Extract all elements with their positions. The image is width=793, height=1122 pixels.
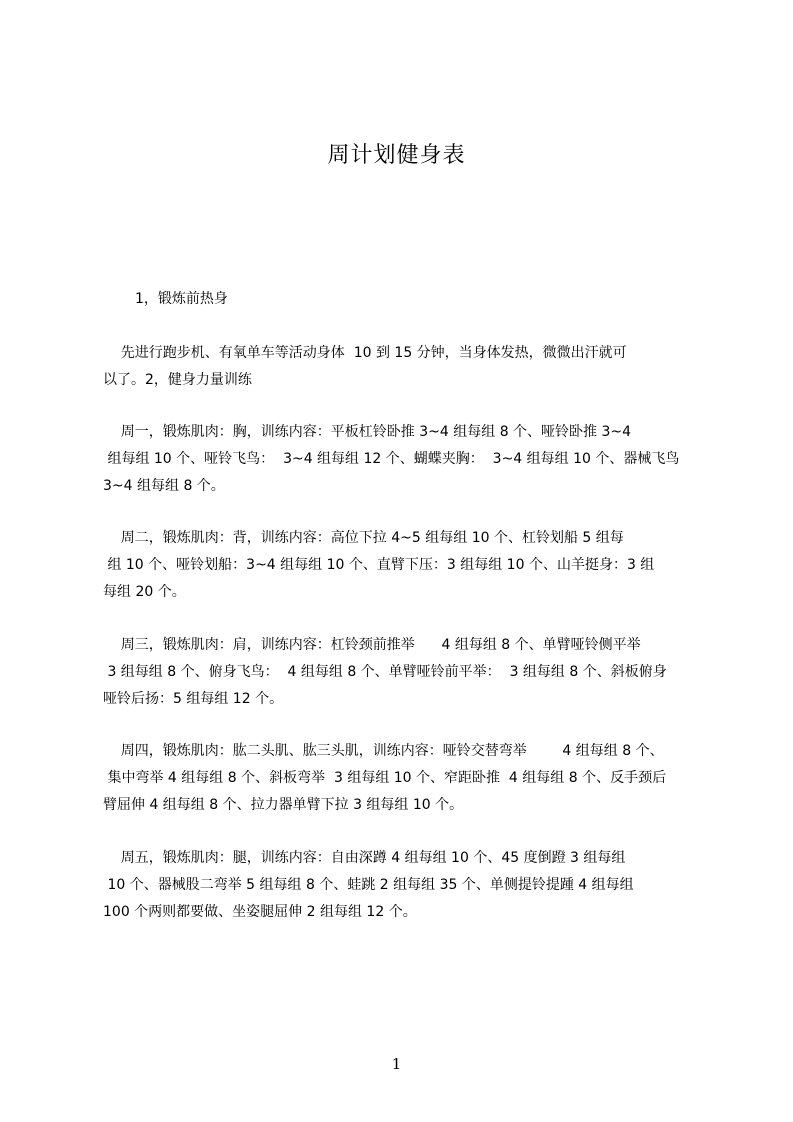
document-title: 周计划健身表 [327,143,466,168]
paragraph-line: 臂屈伸 4 组每组 8 个、拉力器单臂下拉 3 组每组 10 个。 [103,797,464,813]
page-number: 1 [391,1055,402,1073]
paragraph-line: 3~4 组每组 8 个。 [103,478,225,494]
section-heading-warmup: 1，锻炼前热身 [135,291,228,307]
paragraph-line: 周二，锻炼肌肉：背，训练内容：高位下拉 4~5 组每组 10 个、杠铃划船 5 组每 [103,530,624,546]
paragraph-line: 3 组每组 8 个、俯身飞鸟： 4 组每组 8 个、单臂哑铃前平举： 3 组每组 8 个、斜板俯身 [103,664,667,680]
paragraph-line: 周一，锻炼肌肉：胸，训练内容：平板杠铃卧推 3~4 组每组 8 个、哑铃卧推 3~4 [103,424,632,440]
paragraph-monday [103,419,699,500]
paragraph-line: 周四，锻炼肌肉：肱二头肌、肱三头肌，训练内容：哑铃交替弯举 4 组每组 8 个、 [103,743,664,759]
paragraph-line: 组 10 个、哑铃划船：3~4 组每组 10 个、直臂下压：3 组每组 10 个、山羊挺身：3 组 [103,557,655,573]
paragraph-friday [103,845,699,926]
paragraph-line: 周三，锻炼肌肉：肩，训练内容：杠铃颈前推举 4 组每组 8 个、单臂哑铃侧平举 [103,637,641,653]
paragraph-line: 先进行跑步机、有氧单车等活动身体 10 到 15 分钟，当身体发热，微微出汗就可 [103,345,627,361]
paragraph-warmup [103,340,699,394]
paragraph-tuesday [103,525,699,606]
paragraph-line: 哑铃后扬：5 组每组 12 个。 [103,691,284,707]
paragraph-thursday [103,738,699,819]
paragraph-line: 组每组 10 个、哑铃飞鸟： 3~4 组每组 12 个、蝴蝶夹胸： 3~4 组每组 10 个、器械飞鸟 [103,451,680,467]
paragraph-line: 每组 20 个。 [103,584,186,600]
paragraph-line: 周五，锻炼肌肉：腿，训练内容：自由深蹲 4 组每组 10 个、45 度倒蹬 3 组每组 [103,850,626,866]
paragraph-wednesday [103,632,699,713]
paragraph-line: 以了。2，健身力量训练 [103,372,252,388]
paragraph-line: 100 个两则都要做、坐姿腿屈伸 2 组每组 12 个。 [103,904,417,920]
paragraph-line: 集中弯举 4 组每组 8 个、斜板弯举 3 组每组 10 个、窄距卧推 4 组每组 8 个、反手颈后 [103,770,667,786]
paragraph-line: 10 个、器械股二弯举 5 组每组 8 个、蛙跳 2 组每组 35 个、单侧提铃提踵 4 组每组 [103,877,634,893]
